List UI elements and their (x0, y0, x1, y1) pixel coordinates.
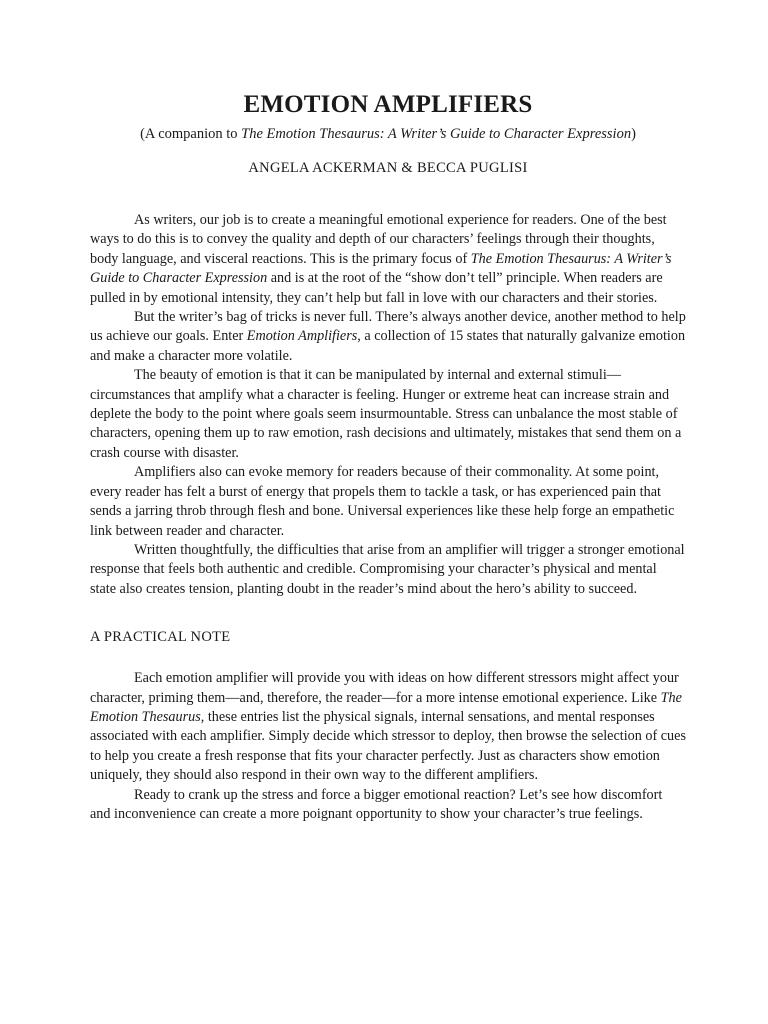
intro-section (90, 211, 686, 599)
paragraph (90, 541, 686, 599)
paragraph (90, 786, 686, 825)
paragraph (90, 366, 686, 463)
paragraph-text: , a collection of 15 states that naturally galvanize emotion and make a character more volatile. (90, 328, 686, 364)
document-authors: ANGELA ACKERMAN & BECCA PUGLISI (248, 160, 528, 176)
document-title: EMOTION AMPLIFIERS (243, 91, 533, 118)
paragraph-text: But the writer’s bag of tricks is never full. There’s always another device, another method to help us achieve our goals. Enter (90, 309, 686, 345)
paragraph-text: Written thoughtfully, the difficulties that arise from an amplifier will trigger a stronger emotional response that feels both authentic and credible. Compromising your character’s physical and mental state also creates tension, planting doubt in the reader’s mind about the hero’s ability to succeed. (90, 541, 685, 597)
paragraph-text: Each emotion amplifier will provide you with ideas on how different stressors might affect your character, priming them—and, therefore, the reader—for a more intense emotional experience. Like (90, 670, 679, 706)
document-subtitle (90, 124, 686, 144)
paragraph-text: Amplifiers also can evoke memory for readers because of their commonality. At some point, every reader has felt a burst of energy that propels them to tackle a task, or has experienced pain that sends a jarring throb through flesh and bone. Universal experiences like these help forge an empathetic link between reader and character. (90, 464, 675, 539)
paragraph (90, 308, 686, 366)
paragraph-text: As writers, our job is to create a meaningful emotional experience for readers. One of the best ways to do this is to convey the quality and depth of our characters’ feelings through their thoughts, body language, and visceral reactions. This is the primary focus of (90, 212, 667, 267)
paragraph (90, 463, 686, 541)
subtitle-prefix: (A companion to (140, 126, 242, 142)
paragraph-emphasis: Emotion Amplifiers (246, 328, 358, 345)
document-page (90, 90, 686, 824)
paragraph (90, 211, 686, 308)
paragraph-text: Ready to crank up the stress and force a bigger emotional reaction? Let’s see how discomfort and inconvenience can create a more poignant opportunity to show your character’s true feelings. (90, 786, 663, 822)
subtitle-suffix: ) (631, 126, 636, 142)
subtitle-book-title: The Emotion Thesaurus: A Writer’s Guide to Character Expression (241, 126, 632, 142)
practical-note-section (90, 669, 686, 824)
paragraph-emphasis: The Emotion Thesaurus (90, 689, 682, 725)
paragraph-text: The beauty of emotion is that it can be manipulated by internal and external stimuli—circumstances that amplify what a character is feeling. Hunger or extreme heat can increase strain and deplete the body to the point where goals seem insurmountable. Stress can unbalance the most stable of characters, opening them up to raw emotion, rash decisions and ultimately, mistakes that send them on a crash course with disaster. (90, 367, 682, 461)
paragraph (90, 669, 686, 785)
section-heading: A PRACTICAL NOTE (90, 629, 231, 646)
paragraph-text: and is at the root of the “show don’t tell” principle. When readers are pulled in by emotional intensity, they can’t help but fall in love with our characters and their stories. (90, 270, 663, 306)
paragraph-text: , these entries list the physical signals, internal sensations, and mental responses associated with each amplifier. Simply decide which stressor to deploy, then browse the selection of cues to help you create a fresh response that fits your character perfectly. Just as characters show emotion uniquely, they should also respond in their own way to the different amplifiers. (90, 708, 686, 784)
paragraph-emphasis: The Emotion Thesaurus: A Writer’s Guide to Character Expression (90, 250, 672, 287)
